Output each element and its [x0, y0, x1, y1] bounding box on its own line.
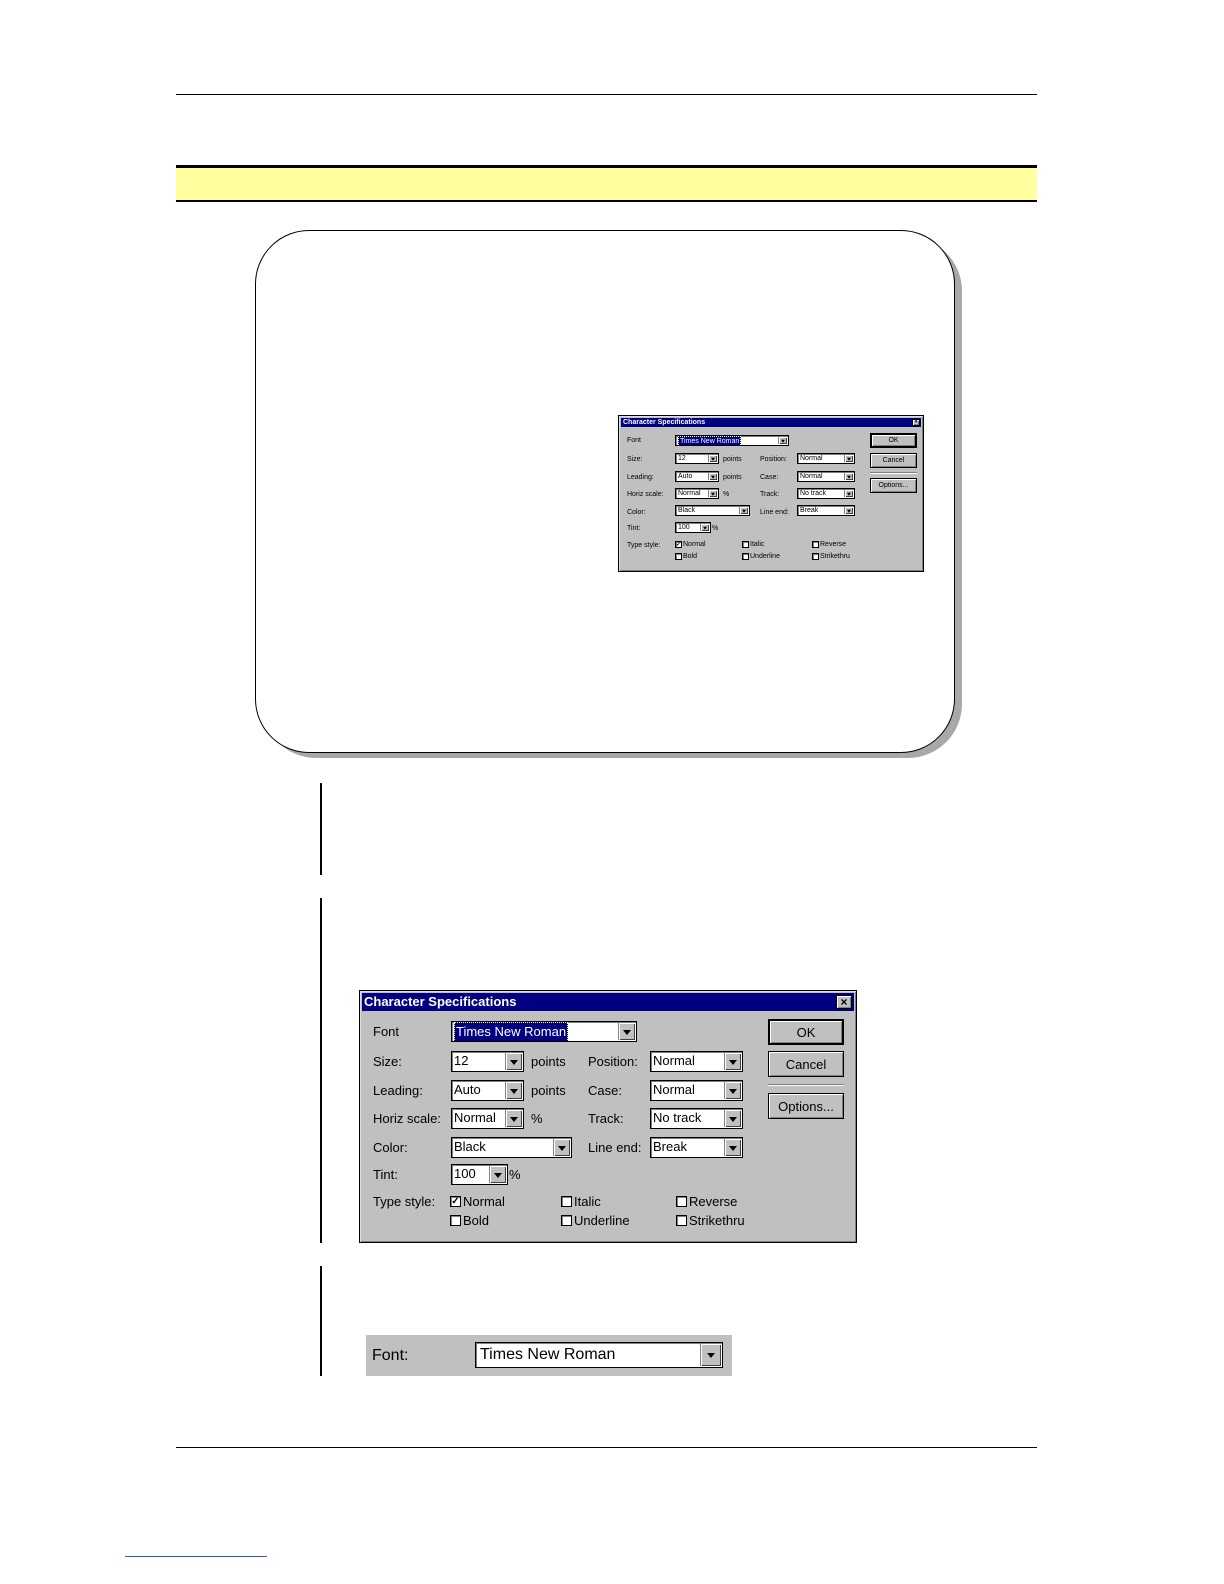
chevron-down-icon[interactable] [844, 507, 853, 514]
reverse-checkbox-label: Reverse [689, 1194, 738, 1209]
font-label: Font [627, 437, 642, 444]
underline-checkbox[interactable] [561, 1215, 572, 1226]
leading-label: Leading: [373, 1083, 423, 1098]
chevron-down-icon[interactable] [844, 490, 853, 497]
options-button[interactable]: Options... [870, 478, 917, 493]
position-value: Normal [653, 1053, 695, 1068]
leading-value: Auto [678, 473, 693, 480]
tint-value: 100 [678, 524, 690, 531]
italic-checkbox-label: Italic [750, 541, 765, 548]
chevron-down-icon[interactable] [724, 1110, 741, 1127]
italic-checkbox[interactable] [742, 541, 749, 548]
italic-checkbox[interactable] [561, 1196, 572, 1207]
chevron-down-icon[interactable] [844, 455, 853, 462]
underline-checkbox[interactable] [742, 553, 749, 560]
chevron-down-icon[interactable] [708, 473, 717, 480]
font-select[interactable] [675, 435, 789, 446]
ok-button[interactable]: OK [870, 433, 917, 448]
dialog-title: Character Specifications [364, 994, 517, 1009]
close-icon[interactable]: × [836, 995, 852, 1009]
track-select[interactable] [650, 1108, 743, 1129]
chevron-down-icon[interactable] [700, 524, 709, 531]
horiz-scale-select[interactable] [675, 488, 719, 499]
strikethru-checkbox-label: Strikethru [689, 1213, 745, 1228]
reverse-checkbox[interactable] [812, 541, 819, 548]
line-end-label: Line end: [588, 1140, 642, 1155]
horiz-scale-select[interactable] [451, 1108, 524, 1129]
chevron-down-icon[interactable] [724, 1053, 741, 1070]
line-end-value: Break [653, 1139, 687, 1154]
button-separator [768, 1084, 844, 1086]
font-select[interactable] [451, 1021, 637, 1042]
position-select[interactable] [650, 1051, 743, 1072]
case-label: Case: [760, 474, 779, 481]
color-value: Black [454, 1139, 486, 1154]
normal-checkbox[interactable]: ✓ [675, 541, 682, 548]
chevron-down-icon[interactable] [553, 1139, 570, 1156]
tint-value: 100 [454, 1166, 476, 1181]
chevron-down-icon[interactable] [505, 1053, 522, 1070]
font-select[interactable] [475, 1342, 723, 1368]
track-label: Track: [588, 1111, 624, 1126]
reverse-checkbox-label: Reverse [820, 541, 847, 548]
tint-unit: % [509, 1167, 521, 1182]
track-select[interactable] [797, 488, 855, 499]
margin-bar-2 [320, 898, 322, 1243]
dialog-title: Character Specifications [623, 419, 706, 426]
chevron-down-icon[interactable] [708, 490, 717, 497]
horiz-scale-value: Normal [454, 1110, 496, 1125]
position-select[interactable] [797, 453, 855, 464]
position-value: Normal [800, 455, 823, 462]
type-style-label: Type style: [627, 542, 661, 549]
size-select[interactable] [451, 1051, 524, 1072]
chevron-down-icon[interactable] [489, 1166, 506, 1183]
size-unit: points [531, 1054, 566, 1069]
color-select[interactable] [675, 505, 750, 516]
font-value: Times New Roman [480, 1346, 616, 1363]
color-value: Black [678, 507, 696, 514]
horiz-scale-label: Horiz scale: [373, 1111, 441, 1126]
line-end-select[interactable] [797, 505, 855, 516]
dialog-titlebar [362, 993, 854, 1011]
size-select[interactable] [675, 453, 719, 464]
leading-value: Auto [454, 1082, 481, 1097]
margin-bar-1 [320, 783, 322, 875]
character-specifications-dialog-thumbnail [618, 415, 924, 572]
reverse-checkbox[interactable] [676, 1196, 687, 1207]
line-end-select[interactable] [650, 1137, 743, 1158]
leading-select[interactable] [675, 471, 719, 482]
case-label: Case: [588, 1083, 622, 1098]
line-end-label: Line end: [760, 509, 789, 516]
chevron-down-icon[interactable] [739, 507, 748, 514]
strikethru-checkbox[interactable] [812, 553, 819, 560]
tint-label: Tint: [627, 525, 641, 532]
font-field-closeup [366, 1335, 732, 1376]
chevron-down-icon[interactable] [700, 1344, 721, 1366]
track-label: Track: [760, 491, 780, 498]
horiz-scale-unit: % [723, 491, 730, 498]
case-value: Normal [800, 473, 823, 480]
bold-checkbox-label: Bold [683, 553, 698, 560]
cancel-button[interactable]: Cancel [870, 453, 917, 468]
type-style-label: Type style: [373, 1194, 436, 1209]
bold-checkbox[interactable] [450, 1215, 461, 1226]
position-label: Position: [588, 1054, 638, 1069]
footer-link-underline [125, 1556, 267, 1557]
strikethru-checkbox[interactable] [676, 1215, 687, 1226]
bold-checkbox-label: Bold [463, 1213, 490, 1228]
horiz-scale-unit: % [531, 1111, 543, 1126]
tint-unit: % [712, 525, 719, 532]
size-value: 12 [678, 455, 686, 462]
font-label: Font: [372, 1347, 409, 1364]
font-value: Times New Roman [454, 1022, 568, 1042]
chevron-down-icon[interactable] [505, 1110, 522, 1127]
underline-checkbox-label: Underline [574, 1213, 630, 1228]
underline-checkbox-label: Underline [750, 553, 780, 560]
tint-select[interactable] [451, 1164, 508, 1185]
tint-label: Tint: [373, 1167, 398, 1182]
options-button[interactable]: Options... [768, 1093, 844, 1119]
cancel-button[interactable]: Cancel [768, 1051, 844, 1077]
chevron-down-icon[interactable] [618, 1023, 635, 1040]
case-select[interactable] [650, 1080, 743, 1101]
horiz-scale-value: Normal [678, 490, 701, 497]
color-label: Color: [373, 1140, 408, 1155]
button-separator [870, 472, 917, 474]
chevron-down-icon[interactable] [724, 1139, 741, 1156]
margin-bar-3 [320, 1266, 322, 1376]
chevron-down-icon[interactable] [724, 1082, 741, 1099]
header-rule [176, 94, 1037, 95]
ok-button[interactable]: OK [768, 1019, 844, 1045]
tint-select[interactable] [675, 522, 711, 533]
leading-unit: points [531, 1083, 566, 1098]
italic-checkbox-label: Italic [574, 1194, 601, 1209]
size-label: Size: [627, 456, 643, 463]
color-select[interactable] [451, 1137, 572, 1158]
leading-unit: points [723, 474, 742, 481]
normal-checkbox[interactable]: ✓ [451, 1195, 460, 1207]
leading-select[interactable] [451, 1080, 524, 1101]
size-value: 12 [454, 1053, 469, 1068]
size-label: Size: [373, 1054, 402, 1069]
track-value: No track [800, 490, 827, 497]
chevron-down-icon[interactable] [708, 455, 717, 462]
size-unit: points [723, 456, 742, 463]
chevron-down-icon[interactable] [844, 473, 853, 480]
font-label: Font [373, 1024, 400, 1039]
line-end-value: Break [800, 507, 819, 514]
strikethru-checkbox-label: Strikethru [820, 553, 850, 560]
close-icon[interactable]: × [912, 419, 920, 426]
footer-rule [176, 1447, 1037, 1448]
chevron-down-icon[interactable] [778, 437, 787, 444]
chevron-down-icon[interactable] [505, 1082, 522, 1099]
leading-label: Leading: [627, 474, 654, 481]
color-label: Color: [627, 509, 646, 516]
position-label: Position: [760, 456, 787, 463]
font-value: Times New Roman [680, 438, 740, 445]
section-heading-band [176, 165, 1037, 202]
track-value: No track [653, 1110, 702, 1125]
bold-checkbox[interactable] [675, 553, 682, 560]
case-select[interactable] [797, 471, 855, 482]
character-specifications-dialog [359, 990, 857, 1243]
normal-checkbox-label: Normal [463, 1194, 505, 1209]
case-value: Normal [653, 1082, 695, 1097]
dialog-titlebar [621, 418, 921, 427]
horiz-scale-label: Horiz scale: [627, 491, 664, 498]
normal-checkbox-label: Normal [683, 541, 706, 548]
